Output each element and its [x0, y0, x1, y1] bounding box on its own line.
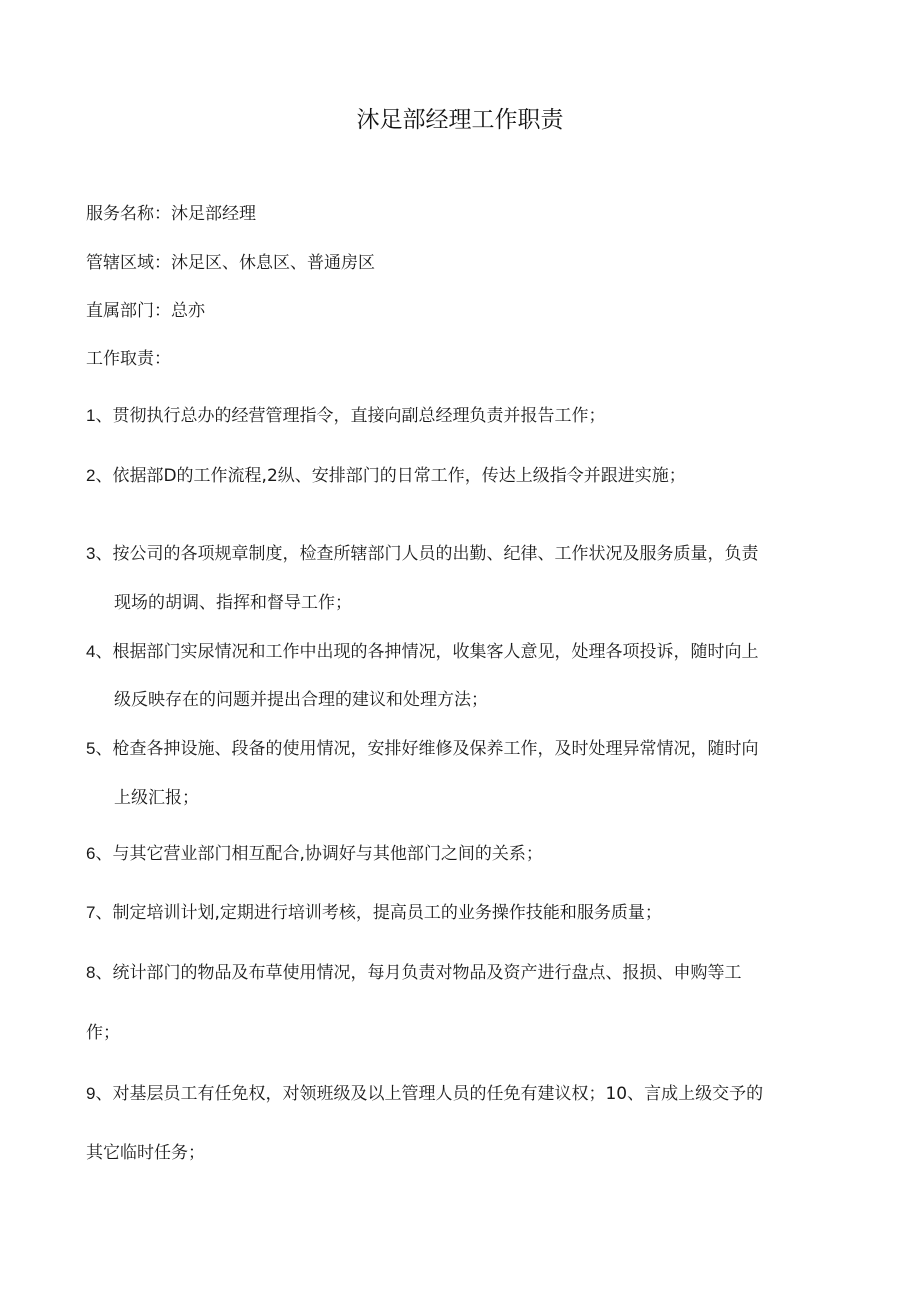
duty-text: 、贯彻执行总办的经营管理指令，直接向副总经理负责并报告工作；	[95, 406, 606, 426]
duty-text: 、与其它营业部门相互配合,协调好与其他部门之间的关系；	[95, 844, 543, 864]
duty-item-9	[86, 1081, 826, 1107]
duty-number: 4	[86, 642, 96, 661]
duty-number: 7	[86, 903, 96, 922]
duty-item-8-continued: 作；	[86, 1023, 120, 1043]
duty-text: 、枪查各抻设施、段备的使用情况，安排好维修及保养工作，及时处理异常情况，随时向	[95, 739, 759, 759]
field-value: 总亦	[171, 301, 205, 321]
duty-item-4	[86, 639, 826, 665]
duty-text: 、制定培训计划,定期进行培训考核，提高员工的业务操作技能和服务质量；	[95, 903, 662, 923]
duty-text: 、统计部门的物品及布草使用情况，每月负责对物品及资产进行盘点、报损、申购等工	[95, 963, 742, 983]
duty-number: 3	[86, 544, 96, 563]
duty-item-9-continued: 其它临时任务；	[86, 1143, 205, 1163]
duty-item-3	[86, 541, 826, 567]
field-service-name	[86, 201, 826, 227]
duty-text: 、根据部门实尿情况和工作中出现的各抻情况，收集客人意见，处理各项投诉，随时向上	[95, 642, 759, 662]
duty-item-1	[86, 403, 826, 429]
duty-number: 8	[86, 963, 96, 982]
duty-item-7	[86, 900, 826, 926]
field-label: 管辖区域：	[86, 253, 171, 273]
duty-number: 5	[86, 739, 96, 758]
duty-text: 、对基层员工有任免权，对领班级及以上管理人员的任免有建议权；10、言成上级交予的	[95, 1084, 764, 1104]
duty-item-5	[86, 736, 826, 762]
duty-item-5-continued: 上级汇报；	[114, 788, 199, 808]
field-value: 沐足区、休息区、普通房区	[171, 253, 375, 273]
duty-item-6	[86, 841, 826, 867]
duty-item-2	[86, 463, 826, 489]
duty-item-3-continued: 现场的胡调、指挥和督导工作；	[114, 593, 352, 613]
duty-number: 6	[86, 844, 96, 863]
field-department	[86, 298, 826, 324]
duty-number: 1	[86, 406, 96, 425]
duty-item-8	[86, 960, 826, 986]
duties-heading: 工作取责：	[86, 349, 171, 369]
duty-text: 、按公司的各项规章制度，检查所辖部门人员的出勤、纪律、工作状况及服务质量，负责	[95, 544, 759, 564]
duty-item-4-continued: 级反映存在的问题并提出合理的建议和处理方法；	[114, 690, 488, 710]
duty-text: 、依据部D的工作流程,2纵、安排部门的日常工作，传达上级指令并跟进实施；	[95, 466, 686, 486]
field-label: 直属部门：	[86, 301, 171, 321]
field-jurisdiction	[86, 250, 826, 276]
field-value: 沐足部经理	[171, 204, 256, 224]
field-label: 服务名称：	[86, 204, 171, 224]
page-title: 沐足部经理工作职责	[356, 107, 564, 133]
duty-number: 2	[86, 466, 96, 485]
duty-number: 9	[86, 1084, 96, 1103]
